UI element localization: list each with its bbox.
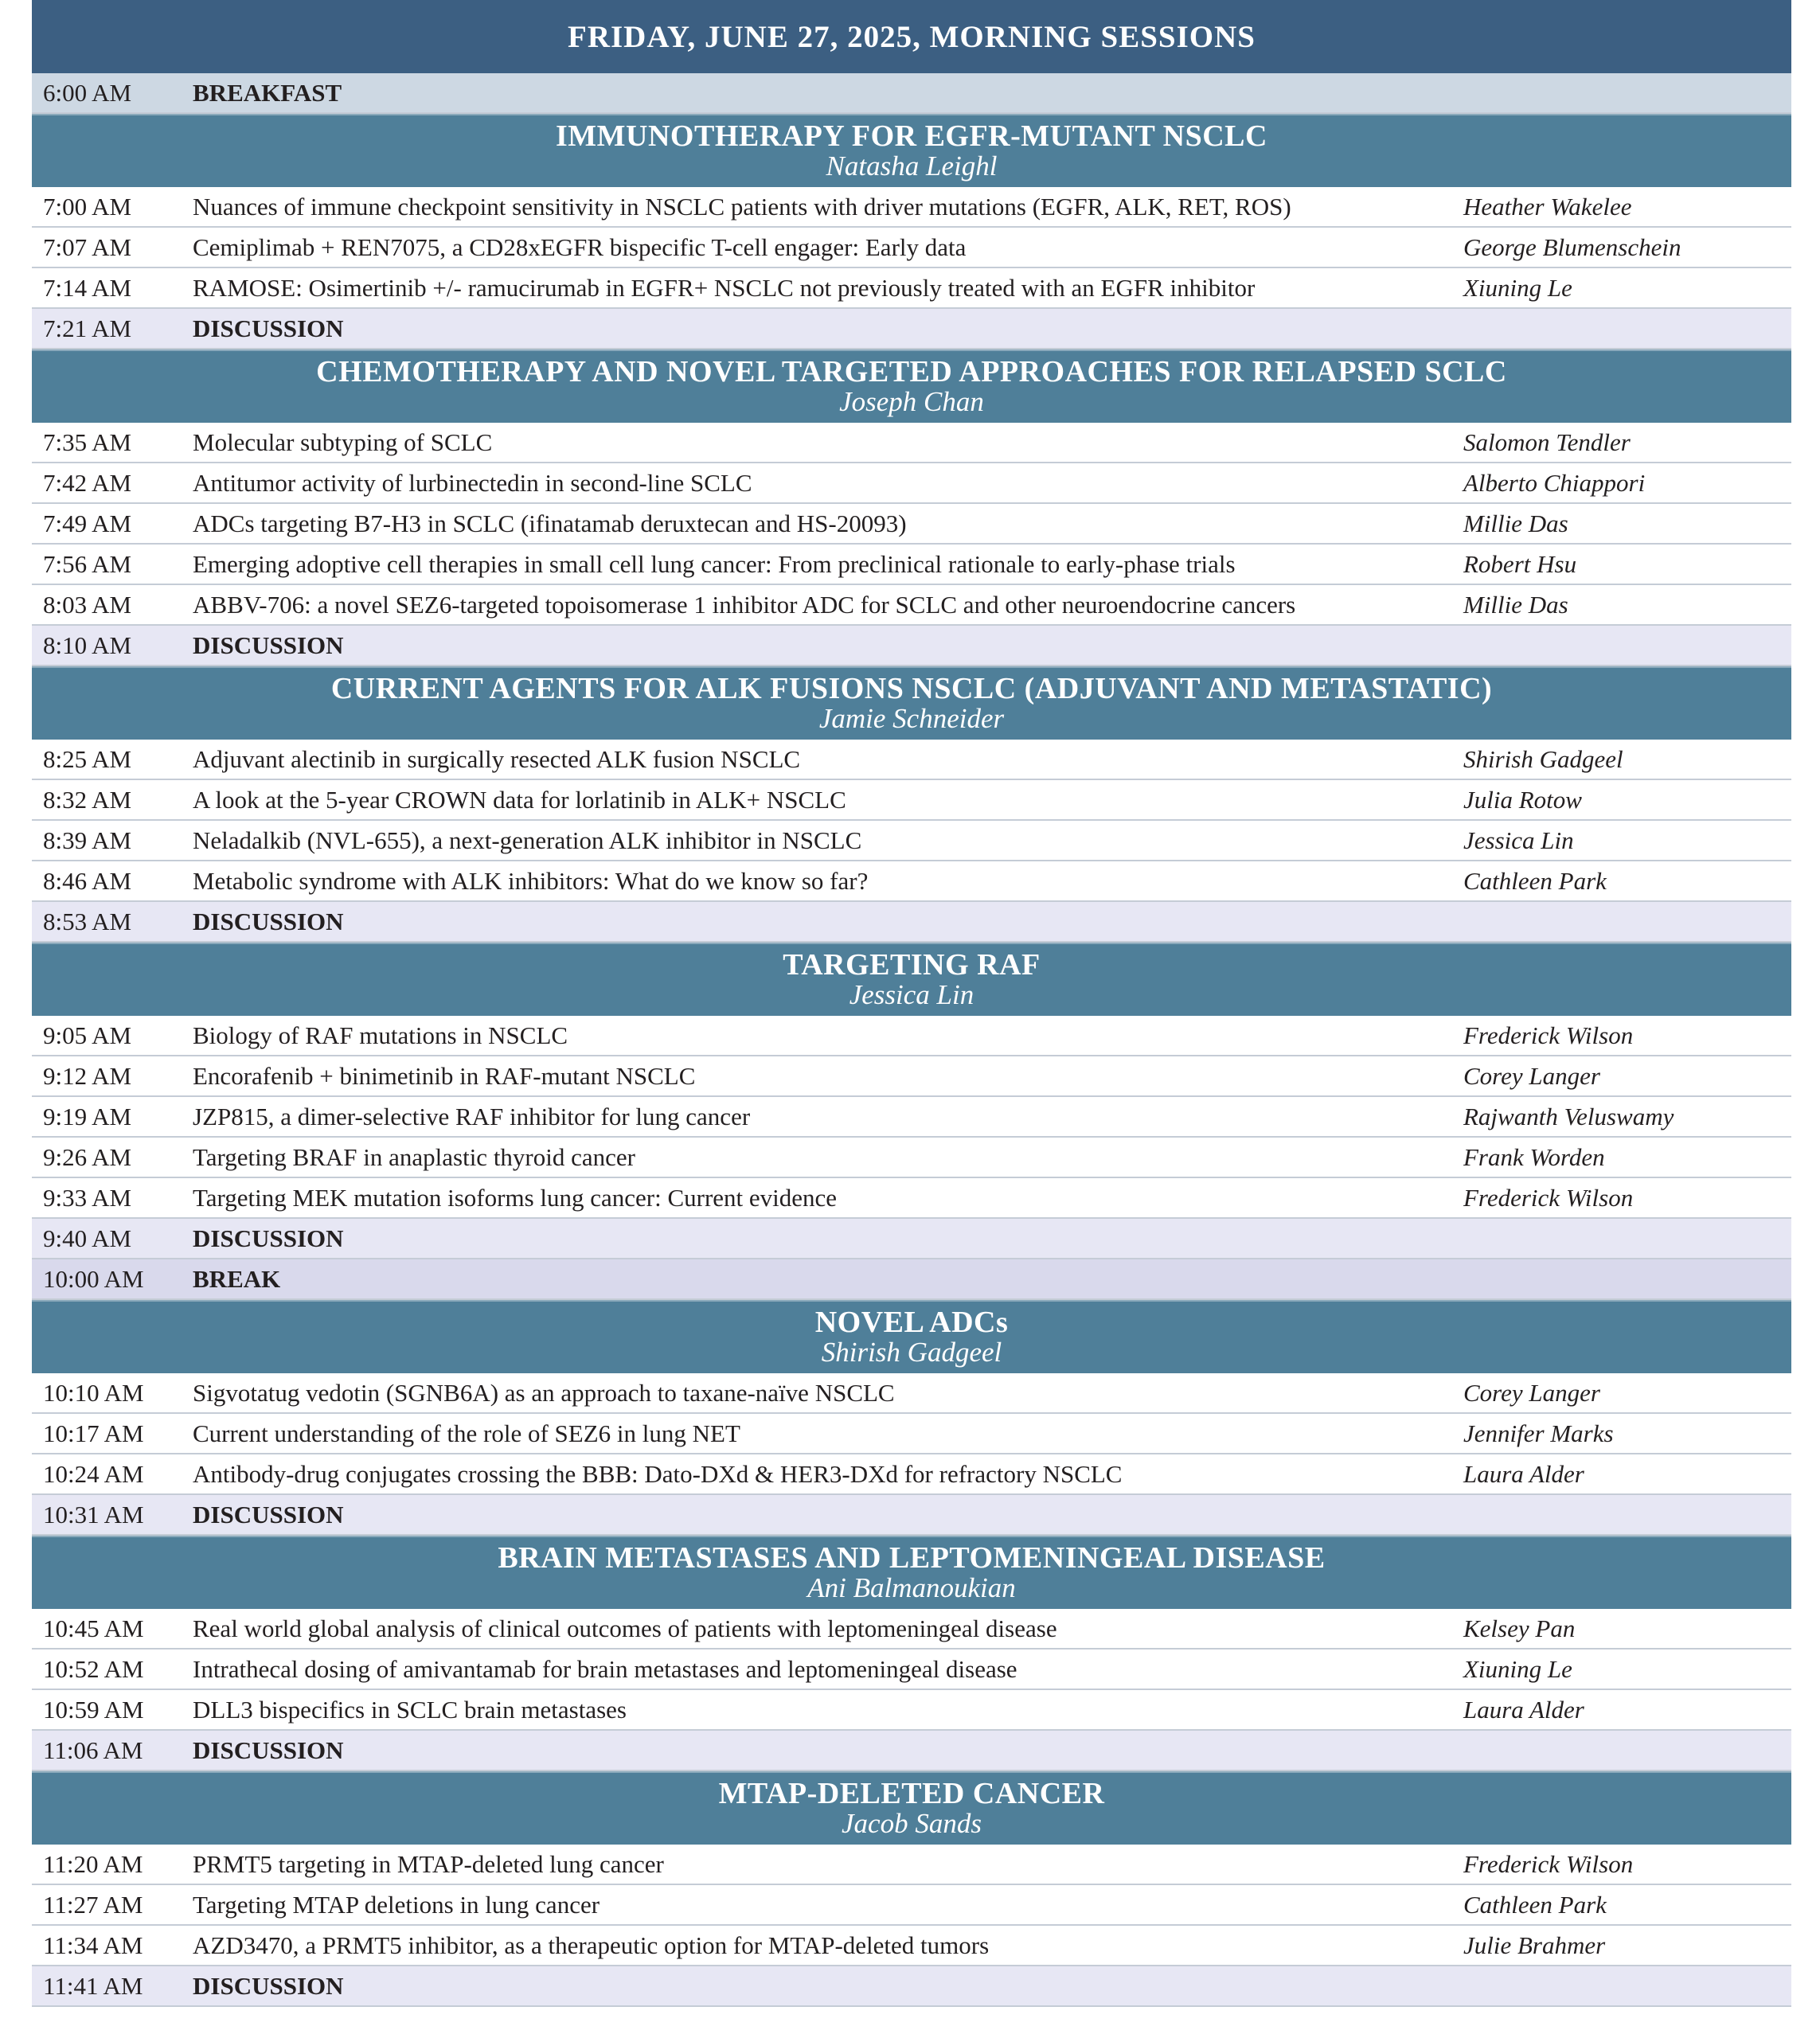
session-moderator: Joseph Chan xyxy=(839,386,984,417)
discussion-row xyxy=(32,1495,1791,1536)
time-cell: 10:00 AM xyxy=(43,1264,144,1293)
talk-row xyxy=(32,1926,1791,1966)
talk-title: Intrathecal dosing of amivantamab for brain metastases and leptomeningeal disease xyxy=(193,1654,1017,1683)
talk-title: Molecular subtyping of SCLC xyxy=(193,428,493,456)
session-title: MTAP-DELETED CANCER xyxy=(718,1777,1105,1810)
time-cell: 11:20 AM xyxy=(43,1849,143,1878)
time-cell: 10:31 AM xyxy=(43,1500,144,1528)
talk-row xyxy=(32,585,1791,626)
session-header xyxy=(32,1771,1791,1845)
talk-row xyxy=(32,1016,1791,1056)
time-cell: 7:56 AM xyxy=(43,549,132,578)
speaker-name: Alberto Chiappori xyxy=(1463,468,1646,497)
time-cell: 8:53 AM xyxy=(43,907,132,935)
time-cell: 11:27 AM xyxy=(43,1890,143,1919)
time-cell: 10:24 AM xyxy=(43,1459,144,1488)
time-cell: 7:00 AM xyxy=(43,192,132,221)
day-banner: FRIDAY, JUNE 27, 2025, MORNING SESSIONS xyxy=(32,0,1791,73)
speaker-name: Julia Rotow xyxy=(1463,785,1582,814)
talk-title: Encorafenib + binimetinib in RAF-mutant NSCLC xyxy=(193,1061,696,1090)
time-cell: 9:05 AM xyxy=(43,1021,132,1049)
talk-title: Neladalkib (NVL-655), a next-generation ALK inhibitor in NSCLC xyxy=(193,826,862,854)
session-title: BRAIN METASTASES AND LEPTOMENINGEAL DISEASE xyxy=(498,1541,1326,1575)
time-cell: 7:49 AM xyxy=(43,509,132,537)
talk-row xyxy=(32,1650,1791,1690)
speaker-name: Xiuning Le xyxy=(1463,1654,1572,1683)
session-header xyxy=(32,666,1791,740)
speaker-name: Laura Alder xyxy=(1463,1695,1584,1724)
talk-row xyxy=(32,740,1791,780)
talk-row xyxy=(32,187,1791,228)
talk-title: ADCs targeting B7-H3 in SCLC (ifinatamab deruxtecan and HS-20093) xyxy=(193,509,907,537)
speaker-name: Shirish Gadgeel xyxy=(1463,744,1623,773)
talk-title: DLL3 bispecifics in SCLC brain metastases xyxy=(193,1695,627,1724)
talk-title: Antitumor activity of lurbinectedin in second-line SCLC xyxy=(193,468,752,497)
speaker-name: Frederick Wilson xyxy=(1463,1183,1634,1212)
discussion-row xyxy=(32,1731,1791,1771)
session-moderator: Jacob Sands xyxy=(842,1808,982,1839)
speaker-name: Corey Langer xyxy=(1463,1061,1600,1090)
time-cell: 7:42 AM xyxy=(43,468,132,497)
time-cell: 8:32 AM xyxy=(43,785,132,814)
talk-row xyxy=(32,1097,1791,1138)
talk-row xyxy=(32,1414,1791,1454)
talk-title: DISCUSSION xyxy=(193,631,344,659)
session-title: CHEMOTHERAPY AND NOVEL TARGETED APPROACHES FOR RELAPSED SCLC xyxy=(316,355,1507,388)
talk-row xyxy=(32,1885,1791,1926)
time-cell: 10:52 AM xyxy=(43,1654,144,1683)
time-cell: 9:33 AM xyxy=(43,1183,132,1212)
speaker-name: Kelsey Pan xyxy=(1463,1614,1576,1642)
speaker-name: Frank Worden xyxy=(1463,1142,1605,1171)
break-row xyxy=(32,1259,1791,1300)
talk-row xyxy=(32,545,1791,585)
talk-row xyxy=(32,1138,1791,1178)
session-header xyxy=(32,349,1791,423)
time-cell: 6:00 AM xyxy=(43,78,132,107)
talk-row xyxy=(32,821,1791,861)
session-title: NOVEL ADCs xyxy=(814,1306,1009,1339)
agenda-rows xyxy=(32,73,1791,2007)
talk-title: PRMT5 targeting in MTAP-deleted lung cancer xyxy=(193,1849,664,1878)
time-cell: 7:35 AM xyxy=(43,428,132,456)
speaker-name: Corey Langer xyxy=(1463,1378,1600,1407)
talk-row xyxy=(32,1609,1791,1650)
speaker-name: Jessica Lin xyxy=(1463,826,1574,854)
talk-row xyxy=(32,1373,1791,1414)
session-title: IMMUNOTHERAPY FOR EGFR-MUTANT NSCLC xyxy=(556,119,1267,153)
session-moderator: Jamie Schneider xyxy=(818,703,1005,734)
agenda-table xyxy=(32,0,1791,2007)
meal-row xyxy=(32,73,1791,114)
session-moderator: Ani Balmanoukian xyxy=(807,1572,1016,1603)
discussion-row xyxy=(32,309,1791,349)
time-cell: 9:19 AM xyxy=(43,1102,132,1130)
time-cell: 8:10 AM xyxy=(43,631,132,659)
talk-title: BREAK xyxy=(193,1264,281,1293)
speaker-name: Heather Wakelee xyxy=(1463,192,1632,221)
talk-title: Real world global analysis of clinical outcomes of patients with leptomeningeal disease xyxy=(193,1614,1057,1642)
talk-title: DISCUSSION xyxy=(193,1224,344,1252)
talk-title: Current understanding of the role of SEZ6 in lung NET xyxy=(193,1419,740,1447)
session-header xyxy=(32,1300,1791,1373)
talk-row xyxy=(32,228,1791,268)
speaker-name: Millie Das xyxy=(1463,509,1568,537)
talk-row xyxy=(32,423,1791,463)
talk-title: Cemiplimab + REN7075, a CD28xEGFR bispecific T-cell engager: Early data xyxy=(193,232,967,261)
talk-title: Sigvotatug vedotin (SGNB6A) as an approach to taxane-naïve NSCLC xyxy=(193,1378,895,1407)
time-cell: 11:06 AM xyxy=(43,1735,143,1764)
talk-row xyxy=(32,1690,1791,1731)
discussion-row xyxy=(32,626,1791,666)
speaker-name: Rajwanth Veluswamy xyxy=(1463,1102,1674,1130)
session-title: TARGETING RAF xyxy=(783,948,1041,982)
talk-title: DISCUSSION xyxy=(193,314,344,342)
session-moderator: Jessica Lin xyxy=(849,979,974,1010)
talk-title: BREAKFAST xyxy=(193,78,342,107)
talk-row xyxy=(32,504,1791,545)
time-cell: 10:59 AM xyxy=(43,1695,144,1724)
time-cell: 11:34 AM xyxy=(43,1931,143,1959)
talk-row xyxy=(32,268,1791,309)
time-cell: 8:39 AM xyxy=(43,826,132,854)
talk-title: Emerging adoptive cell therapies in small cell lung cancer: From preclinical rationale to early-phase trials xyxy=(193,549,1236,578)
time-cell: 9:40 AM xyxy=(43,1224,132,1252)
session-header xyxy=(32,114,1791,187)
time-cell: 9:26 AM xyxy=(43,1142,132,1171)
time-cell: 8:03 AM xyxy=(43,590,132,619)
speaker-name: Cathleen Park xyxy=(1463,1890,1607,1919)
talk-row xyxy=(32,780,1791,821)
talk-title: Adjuvant alectinib in surgically resected ALK fusion NSCLC xyxy=(193,744,801,773)
speaker-name: Cathleen Park xyxy=(1463,866,1607,895)
speaker-name: Laura Alder xyxy=(1463,1459,1584,1488)
talk-row xyxy=(32,1454,1791,1495)
time-cell: 10:10 AM xyxy=(43,1378,144,1407)
session-moderator: Shirish Gadgeel xyxy=(821,1337,1002,1368)
time-cell: 10:17 AM xyxy=(43,1419,144,1447)
talk-title: Targeting MTAP deletions in lung cancer xyxy=(193,1890,600,1919)
speaker-name: George Blumenschein xyxy=(1463,232,1681,261)
session-header xyxy=(32,1536,1791,1609)
talk-row xyxy=(32,1056,1791,1097)
time-cell: 10:45 AM xyxy=(43,1614,144,1642)
time-cell: 9:12 AM xyxy=(43,1061,132,1090)
talk-title: JZP815, a dimer-selective RAF inhibitor for lung cancer xyxy=(193,1102,751,1130)
talk-title: DISCUSSION xyxy=(193,907,344,935)
session-title: CURRENT AGENTS FOR ALK FUSIONS NSCLC (ADJUVANT AND METASTATIC) xyxy=(330,672,1493,705)
talk-title: Targeting MEK mutation isoforms lung cancer: Current evidence xyxy=(193,1183,838,1212)
talk-title: A look at the 5-year CROWN data for lorlatinib in ALK+ NSCLC xyxy=(193,785,846,814)
talk-title: DISCUSSION xyxy=(193,1735,344,1764)
speaker-name: Xiuning Le xyxy=(1463,273,1572,302)
speaker-name: Frederick Wilson xyxy=(1463,1021,1634,1049)
talk-title: Nuances of immune checkpoint sensitivity in NSCLC patients with driver mutations (EGFR, ALK, RET, ROS) xyxy=(193,192,1291,221)
talk-row xyxy=(32,1178,1791,1219)
speaker-name: Robert Hsu xyxy=(1463,549,1577,578)
speaker-name: Millie Das xyxy=(1463,590,1568,619)
discussion-row xyxy=(32,902,1791,943)
speaker-name: Salomon Tendler xyxy=(1463,428,1631,456)
speaker-name: Jennifer Marks xyxy=(1463,1419,1614,1447)
talk-title: DISCUSSION xyxy=(193,1971,344,2000)
talk-row xyxy=(32,1845,1791,1885)
talk-title: AZD3470, a PRMT5 inhibitor, as a therapeutic option for MTAP-deleted tumors xyxy=(193,1931,990,1959)
talk-row xyxy=(32,861,1791,902)
discussion-row xyxy=(32,1966,1791,2007)
time-cell: 8:46 AM xyxy=(43,866,132,895)
time-cell: 8:25 AM xyxy=(43,744,132,773)
discussion-row xyxy=(32,1219,1791,1259)
talk-row xyxy=(32,463,1791,504)
time-cell: 11:41 AM xyxy=(43,1971,143,2000)
talk-title: Biology of RAF mutations in NSCLC xyxy=(193,1021,568,1049)
speaker-name: Frederick Wilson xyxy=(1463,1849,1634,1878)
talk-title: DISCUSSION xyxy=(193,1500,344,1528)
session-moderator: Natasha Leighl xyxy=(826,150,998,182)
talk-title: Metabolic syndrome with ALK inhibitors: What do we know so far? xyxy=(193,866,869,895)
session-header xyxy=(32,943,1791,1016)
time-cell: 7:21 AM xyxy=(43,314,132,342)
speaker-name: Julie Brahmer xyxy=(1463,1931,1606,1959)
talk-title: Targeting BRAF in anaplastic thyroid cancer xyxy=(193,1142,635,1171)
time-cell: 7:07 AM xyxy=(43,232,132,261)
talk-title: Antibody-drug conjugates crossing the BBB: Dato-DXd & HER3-DXd for refractory NSCLC xyxy=(193,1459,1123,1488)
talk-title: RAMOSE: Osimertinib +/- ramucirumab in EGFR+ NSCLC not previously treated with an EGFR inhibitor xyxy=(193,273,1256,302)
time-cell: 7:14 AM xyxy=(43,273,132,302)
talk-title: ABBV-706: a novel SEZ6-targeted topoisomerase 1 inhibitor ADC for SCLC and other neuroendocrine cancers xyxy=(193,590,1296,619)
